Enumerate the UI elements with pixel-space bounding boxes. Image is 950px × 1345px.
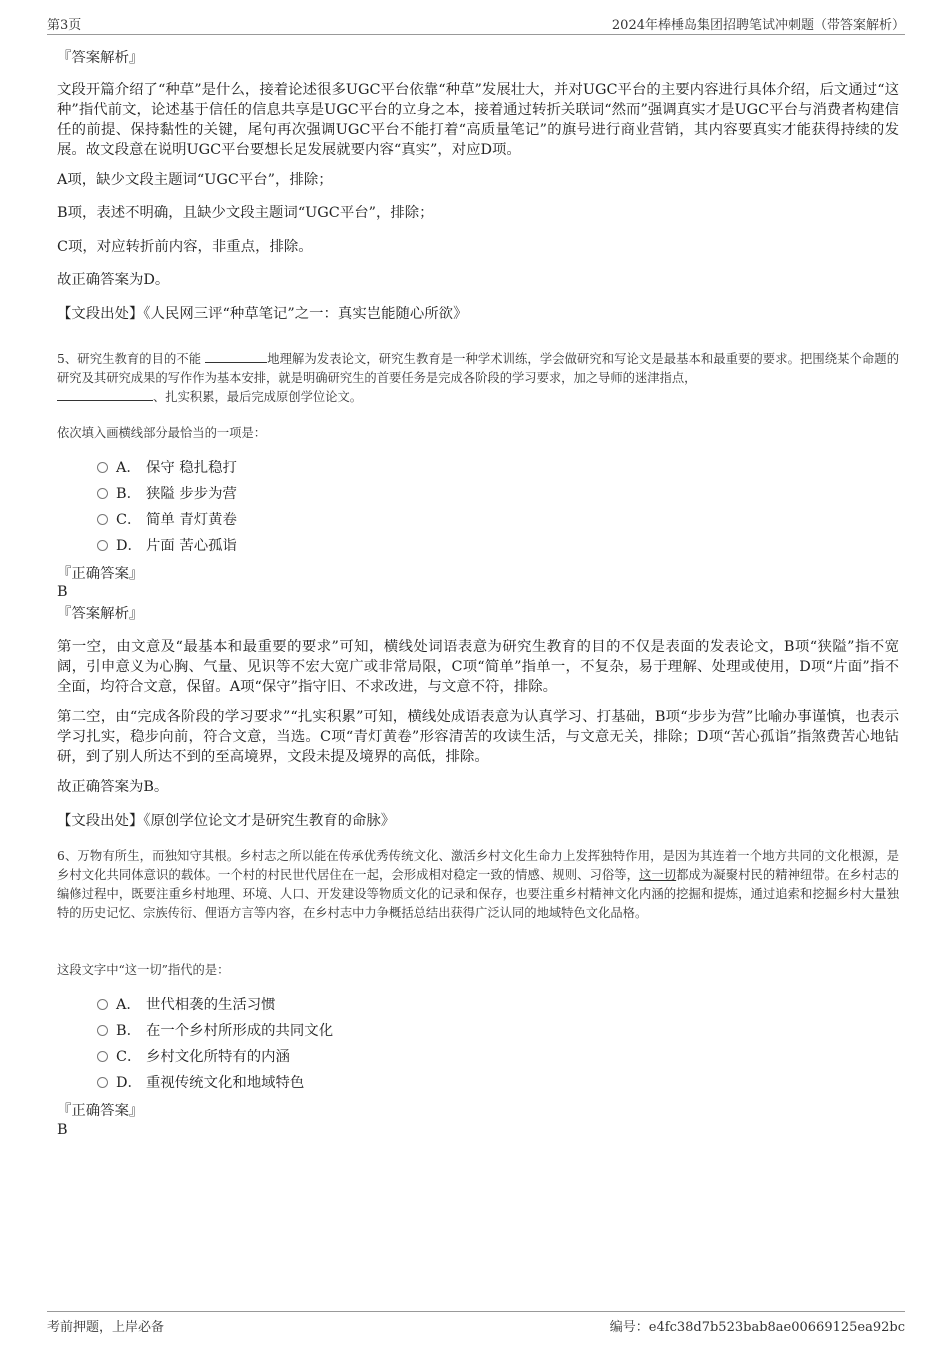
q5-option-a[interactable] — [97, 458, 237, 478]
q6-answer: B — [57, 1122, 68, 1138]
option-text: 重视传统文化和地域特色 — [146, 1075, 305, 1091]
radio-button[interactable] — [97, 1077, 108, 1088]
option-text: 简单 青灯黄卷 — [146, 512, 237, 528]
q6-stem-part-b: 都成为凝聚村民的精神纽带。在乡村志的编修过程中，既要注重乡村地理、环境、人口、开发建设等物质文化的记录和保存，也要注重乡村精神文化内涵的挖掘和提炼，通过追索和挖掘乡村大量独特的历史记忆、宗族传衍、俚语方言等内容，在乡村志中力争概括总结出获得广泛认同的地域特色文化品格。 — [57, 868, 899, 920]
option-text: 狭隘 步步为营 — [146, 486, 237, 502]
q5-stem — [57, 350, 899, 407]
q5-stem-part-c: 、扎实积累，最后完成原创学位论文。 — [153, 390, 363, 404]
page-number: 第3页 — [47, 18, 82, 33]
option-text: 世代相袭的生活习惯 — [146, 997, 276, 1013]
option-text: 乡村文化所特有的内涵 — [146, 1049, 290, 1065]
q4-analysis-option-a: A项，缺少文段主题词“UGC平台”，排除； — [57, 172, 333, 188]
option-letter: D． — [116, 538, 142, 554]
q5-prompt: 依次填入画横线部分最恰当的一项是： — [57, 426, 267, 440]
q6-stem — [57, 847, 899, 923]
q4-source: 【文段出处】《人民网三评“种草笔记”之一：真实岂能随心所欲》 — [57, 306, 468, 322]
page-footer — [47, 1311, 905, 1334]
option-letter: B． — [116, 1023, 141, 1039]
option-letter: A． — [116, 460, 141, 476]
q4-analysis-option-c: C项，对应转折前内容，非重点，排除。 — [57, 239, 313, 255]
q5-analysis-paragraph-2: 第二空，由“完成各阶段的学习要求”“扎实积累”可知，横线处成语表意为认真学习、打基础，B项“步步为营”比喻办事谨慎，也表示学习扎实，稳步向前，符合文意，当选。C项“青灯黄卷”形容清苦的攻读生活，与文意无关，排除；D项“苦心孤诣”指煞费苦心地钻研，到了别人所达不到的至高境界，文段未提及境界的高低，排除。 — [57, 709, 899, 765]
q5-blank-2 — [57, 388, 153, 401]
page-header — [47, 12, 905, 35]
q6-prompt: 这段文字中“这一切”指代的是： — [57, 963, 230, 977]
radio-button[interactable] — [97, 1051, 108, 1062]
q4-conclusion: 故正确答案为D。 — [57, 272, 170, 288]
q5-analysis-label: 『答案解析』 — [57, 606, 144, 622]
radio-button[interactable] — [97, 488, 108, 499]
q6-option-c[interactable] — [97, 1047, 290, 1067]
q5-conclusion: 故正确答案为B。 — [57, 779, 169, 795]
radio-button[interactable] — [97, 999, 108, 1010]
q5-source: 【文段出处】《原创学位论文才是研究生教育的命脉》 — [57, 813, 396, 829]
q5-analysis-paragraph-1: 第一空，由文意及“最基本和最重要的要求”可知，横线处词语表意为研究生教育的目的不仅是表面的发表论文，B项“狭隘”指不宽阔，引申意义为心胸、气量、见识等不宏大宽广或非常局限，C项“简单”指单一，不复杂，易于理解、处理或使用，D项“片面”指不全面，均符合文意，保留。A项“保守”指守旧、不求改进，与文意不符，排除。 — [57, 639, 899, 695]
option-text: 在一个乡村所形成的共同文化 — [146, 1023, 334, 1039]
document-title: 2024年棒棰岛集团招聘笔试冲刺题（带答案解析） — [611, 18, 905, 33]
option-letter: B． — [116, 486, 141, 502]
q6-option-a[interactable] — [97, 995, 276, 1015]
option-letter: A． — [116, 997, 141, 1013]
option-letter: C． — [116, 512, 142, 528]
option-text: 片面 苦心孤诣 — [146, 538, 237, 554]
q5-option-c[interactable] — [97, 510, 237, 530]
radio-button[interactable] — [97, 514, 108, 525]
q4-analysis-paragraph: 文段开篇介绍了“种草”是什么，接着论述很多UGC平台依靠“种草”发展壮大，并对UGC平台的主要内容进行具体介绍，后文通过“这种”指代前文，论述基于信任的信息共享是UGC平台的立身之本，接着通过转折关联词“然而”强调真实才是UGC平台与消费者构建信任的前提、保持黏性的关键，尾句再次强调UGC平台不能打着“高质量笔记”的旗号进行商业营销，其内容要真实才能获得持续的发展。故文段意在说明UGC平台要想长足发展就要内容“真实”，对应D项。 — [57, 82, 899, 158]
q5-answer-label: 『正确答案』 — [57, 566, 144, 582]
q6-answer-label: 『正确答案』 — [57, 1103, 144, 1119]
q5-stem-part-a: 5、研究生教育的目的不能 — [57, 352, 206, 366]
option-text: 保守 稳扎稳打 — [146, 460, 237, 476]
q5-option-d[interactable] — [97, 536, 237, 556]
radio-button[interactable] — [97, 1025, 108, 1036]
option-letter: D． — [116, 1075, 142, 1091]
radio-button[interactable] — [97, 540, 108, 551]
document-id: 编号：e4fc38d7b523bab8ae00669125ea92bc — [609, 1320, 905, 1335]
q4-analysis-option-b: B项，表述不明确，且缺少文段主题词“UGC平台”，排除； — [57, 205, 434, 221]
footer-slogan: 考前押题，上岸必备 — [47, 1320, 165, 1335]
q6-stem-part-a: 6、万物有所生，而独知守其根。乡村志之所以能在传承优秀传统文化、激活乡村文化生命力上发挥独特作用，是因为其连着一个地方共同的文化根源，是乡村文化共同体意识的载体。一个村的村民世代居住在一起，会形成相对稳定一致的情感、规则、习俗等， — [57, 849, 899, 882]
radio-button[interactable] — [97, 462, 108, 473]
q5-stem-part-b: 地理解为发表论文，研究生教育是一种学术训练，学会做研究和写论文是最基本和最重要的要求。把围绕某个命题的研究及其研究成果的写作作为基本安排，就是明确研究生的首要任务是完成各阶段的学习要求，加之导师的迷津指点， — [57, 352, 899, 385]
q4-analysis-label: 『答案解析』 — [57, 50, 144, 66]
q6-stem-underlined: 这一切 — [639, 868, 677, 882]
q6-option-d[interactable] — [97, 1073, 304, 1093]
option-letter: C． — [116, 1049, 142, 1065]
q5-option-b[interactable] — [97, 484, 237, 504]
q5-answer: B — [57, 584, 68, 600]
q6-option-b[interactable] — [97, 1021, 333, 1041]
q5-blank-1 — [205, 350, 267, 363]
